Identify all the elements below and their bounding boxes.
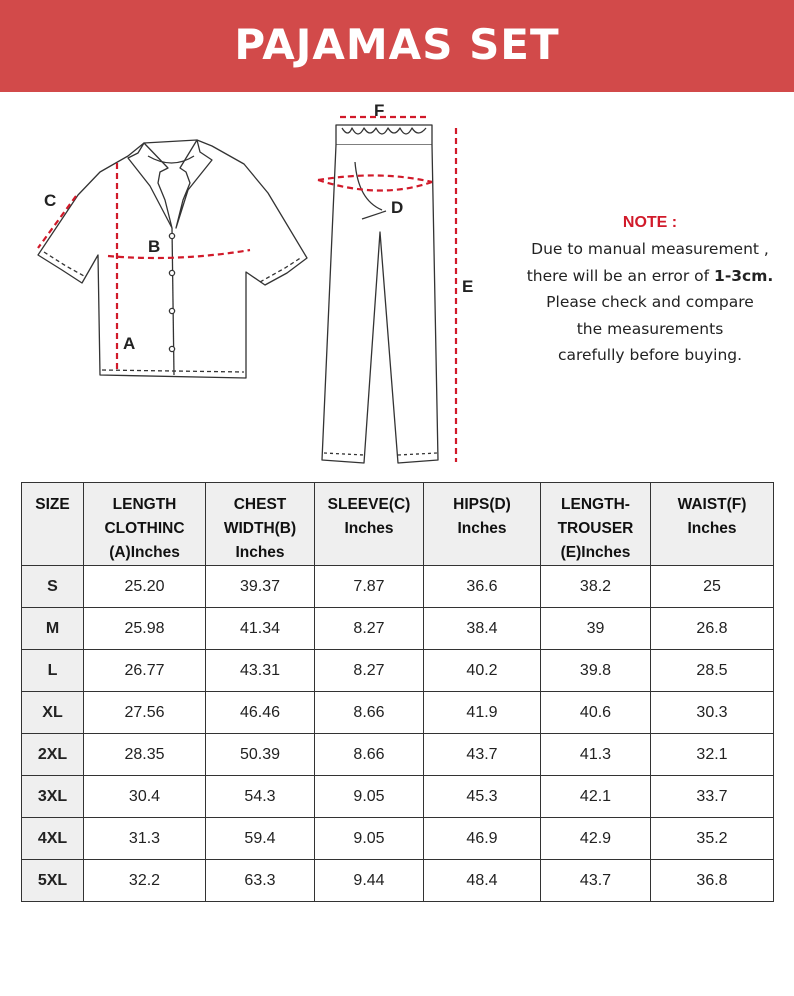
size-cell: XL <box>22 692 84 734</box>
measurement-cell: 30.4 <box>84 776 206 818</box>
measurement-cell: 27.56 <box>84 692 206 734</box>
note-line-2-text: there will be an error of <box>526 266 715 285</box>
size-cell: S <box>22 566 84 608</box>
column-header-line: SLEEVE(C) <box>327 496 411 513</box>
measurement-cell: 43.31 <box>206 650 315 692</box>
note-line-3: Please check and compare <box>546 293 754 311</box>
measurement-note <box>500 210 794 369</box>
measurement-cell: 39.8 <box>541 650 651 692</box>
measurement-cell: 32.1 <box>651 734 774 776</box>
measurement-cell: 9.05 <box>315 818 424 860</box>
shirt-illustration <box>38 140 307 378</box>
measurement-cell: 63.3 <box>206 860 315 902</box>
table-row <box>22 734 774 776</box>
note-error-range: 1-3cm. <box>714 266 774 285</box>
measurement-cell: 8.27 <box>315 650 424 692</box>
measurement-cell: 31.3 <box>84 818 206 860</box>
measurement-cell: 45.3 <box>424 776 541 818</box>
column-header <box>651 483 774 566</box>
measurement-cell: 50.39 <box>206 734 315 776</box>
column-header <box>541 483 651 566</box>
column-header <box>84 483 206 566</box>
measurement-cell: 8.66 <box>315 734 424 776</box>
measurement-cell: 35.2 <box>651 818 774 860</box>
measurement-cell: 32.2 <box>84 860 206 902</box>
size-cell: 5XL <box>22 860 84 902</box>
size-cell: M <box>22 608 84 650</box>
column-header-line: LENGTH- <box>561 496 630 513</box>
label-c: C <box>44 191 57 210</box>
label-d: D <box>391 198 404 217</box>
measurement-cell: 25 <box>651 566 774 608</box>
column-header <box>424 483 541 566</box>
column-header-line: TROUSER <box>557 520 634 537</box>
measurement-cell: 41.34 <box>206 608 315 650</box>
measurement-cell: 26.77 <box>84 650 206 692</box>
label-b: B <box>148 237 161 256</box>
measurement-cell: 36.6 <box>424 566 541 608</box>
column-header-line: (A)Inches <box>109 544 180 561</box>
measurement-cell: 48.4 <box>424 860 541 902</box>
measurement-cell: 59.4 <box>206 818 315 860</box>
note-line-2 <box>500 263 794 290</box>
table-row <box>22 566 774 608</box>
measurement-cell: 25.98 <box>84 608 206 650</box>
size-chart-table <box>21 482 774 902</box>
measurement-cell: 8.66 <box>315 692 424 734</box>
note-line-5: carefully before buying. <box>557 346 743 364</box>
note-line-4: the measurements <box>576 319 724 338</box>
column-header-line: HIPS(D) <box>453 496 511 513</box>
column-header-line: (E)Inches <box>560 544 631 561</box>
measurement-cell: 40.6 <box>541 692 651 734</box>
column-header-line: CLOTHINC <box>104 520 185 537</box>
measurement-cell: 39 <box>541 608 651 650</box>
measurement-cell: 54.3 <box>206 776 315 818</box>
column-header-line: SIZE <box>35 496 70 513</box>
measurement-cell: 30.3 <box>651 692 774 734</box>
measurement-cell: 9.05 <box>315 776 424 818</box>
label-a: A <box>123 334 136 353</box>
measurement-cell: 9.44 <box>315 860 424 902</box>
size-cell: 3XL <box>22 776 84 818</box>
column-header <box>315 483 424 566</box>
measurement-cell: 39.37 <box>206 566 315 608</box>
label-f: F <box>374 101 385 120</box>
column-header-line: WAIST(F) <box>677 496 747 513</box>
measurement-cell: 28.5 <box>651 650 774 692</box>
measurement-cell: 38.2 <box>541 566 651 608</box>
measurement-cell: 46.9 <box>424 818 541 860</box>
column-header-line: Inches <box>235 544 285 561</box>
measurement-cell: 8.27 <box>315 608 424 650</box>
note-line-1: Due to manual measurement , <box>531 240 769 258</box>
measurement-cell: 43.7 <box>424 734 541 776</box>
table-row <box>22 818 774 860</box>
measurement-cell: 36.8 <box>651 860 774 902</box>
table-row <box>22 650 774 692</box>
note-title: NOTE : <box>622 214 678 231</box>
measurement-cell: 40.2 <box>424 650 541 692</box>
size-cell: 2XL <box>22 734 84 776</box>
measurement-cell: 42.1 <box>541 776 651 818</box>
column-header <box>206 483 315 566</box>
column-header <box>22 483 84 566</box>
column-header-line: Inches <box>344 520 394 537</box>
column-header-line: Inches <box>687 520 737 537</box>
title-banner <box>0 0 794 92</box>
measurement-cell: 41.3 <box>541 734 651 776</box>
table-row <box>22 860 774 902</box>
measurement-cell: 33.7 <box>651 776 774 818</box>
size-cell: L <box>22 650 84 692</box>
measurement-cell: 28.35 <box>84 734 206 776</box>
header-row <box>22 483 774 566</box>
measurement-cell: 38.4 <box>424 608 541 650</box>
measurement-cell: 42.9 <box>541 818 651 860</box>
measurement-cell: 43.7 <box>541 860 651 902</box>
label-e: E <box>462 277 474 296</box>
measurement-cell: 7.87 <box>315 566 424 608</box>
column-header-line: CHEST <box>233 496 287 513</box>
table-row <box>22 776 774 818</box>
measurement-cell: 46.46 <box>206 692 315 734</box>
column-header-line: LENGTH <box>112 496 177 513</box>
size-cell: 4XL <box>22 818 84 860</box>
column-header-line: WIDTH(B) <box>223 520 297 537</box>
table-row <box>22 608 774 650</box>
measurement-cell: 41.9 <box>424 692 541 734</box>
column-header-line: Inches <box>457 520 507 537</box>
measurement-cell: 26.8 <box>651 608 774 650</box>
measurement-cell: 25.20 <box>84 566 206 608</box>
page-title: PAJAMAS SET <box>234 20 560 69</box>
table-row <box>22 692 774 734</box>
